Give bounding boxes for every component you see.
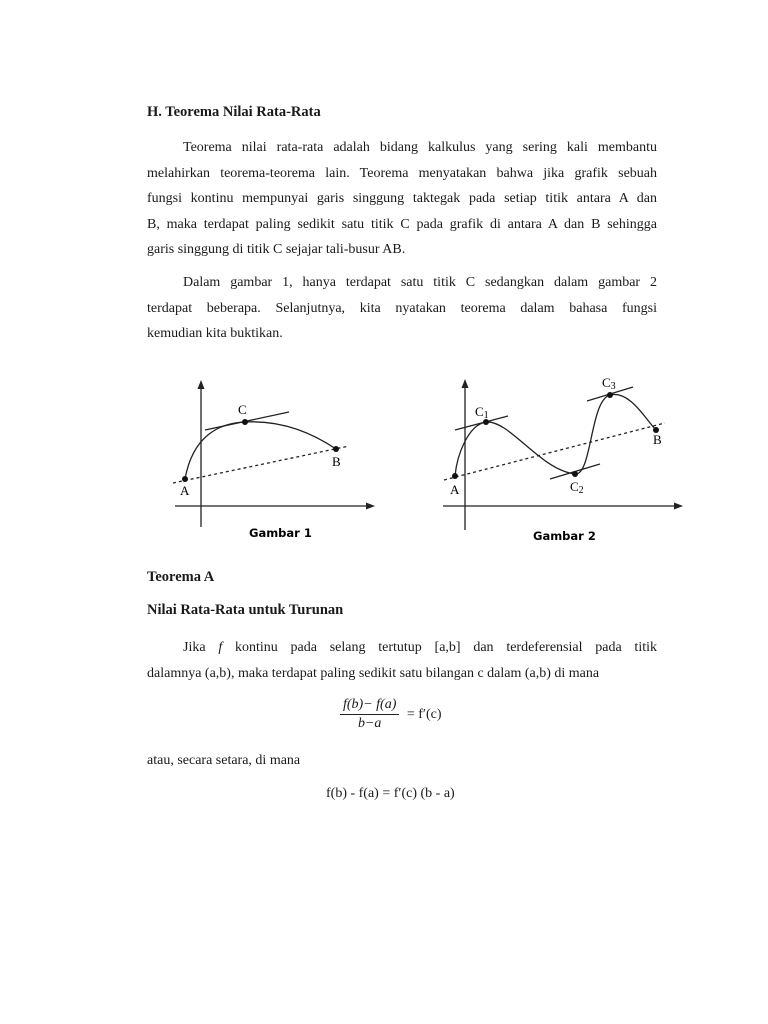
formula-fraction (340, 697, 399, 732)
paragraph-1-line-1: Teorema nilai rata-rata adalah bidang kalkulus yang sering kali membantu (183, 140, 657, 155)
fig2-point-a (452, 473, 458, 479)
fig1-label-b: B (332, 454, 341, 469)
fig2-label-c1 (475, 404, 489, 421)
fig2-label-c3-letter: C (602, 375, 611, 390)
formula-denominator: b−a (357, 716, 382, 731)
theorem-statement-line-2: dalamnya (a,b), maka terdapat paling sedikit satu bilangan c dalam (a,b) di mana (147, 665, 600, 681)
paragraph-2 (147, 270, 657, 347)
fig1-y-arrow (198, 380, 205, 389)
fig2-label-c3 (602, 375, 616, 392)
fig2-y-arrow (462, 379, 469, 388)
figure-2 (440, 370, 690, 550)
fig2-x-arrow (674, 503, 683, 510)
paragraph-1-line-4: B, maka terdapat paling sedikit satu titik C pada grafik di antara A dan B sehingga (147, 216, 657, 232)
fig1-label-a: A (180, 483, 190, 498)
fig2-label-c2-sub: 2 (578, 485, 584, 496)
fig1-point-c (242, 419, 248, 425)
fig1-chord-line (173, 446, 349, 483)
fig2-caption: Gambar 2 (533, 529, 596, 543)
theorem-title: Teorema A (147, 569, 215, 585)
section-heading: H. Teorema Nilai Rata-Rata (147, 104, 321, 120)
fig2-label-c2-letter: C (570, 479, 579, 494)
fig1-curve (185, 422, 336, 479)
fig2-point-c3 (607, 392, 613, 398)
fig2-label-c2 (570, 479, 584, 496)
fig1-x-arrow (366, 503, 375, 510)
formula-rhs: = f′(c) (406, 706, 442, 722)
paragraph-2-line-3: kemudian kita buktikan. (147, 326, 283, 341)
fig1-label-c: C (238, 402, 247, 417)
fig1-point-a (182, 476, 188, 482)
fig2-label-a: A (450, 482, 460, 497)
formula-equivalent: f(b) - f(a) = f′(c) (b - a) (326, 786, 455, 801)
fig1-point-b (333, 446, 339, 452)
fig2-label-c1-sub: 1 (483, 410, 489, 421)
theorem-statement-line-1 (147, 635, 657, 661)
statement-part-1: Jika (183, 640, 219, 655)
paragraph-2-line-1: Dalam gambar 1, hanya terdapat satu titik C sedangkan dalam gambar 2 (183, 275, 657, 290)
formula-mean-value (340, 697, 442, 732)
fig2-label-c1-letter: C (475, 404, 484, 419)
statement-part-2: kontinu pada selang tertutup [a,b] dan terdeferensial pada titik (222, 640, 657, 655)
fig2-chord-line (444, 423, 665, 480)
fig2-curve (455, 394, 656, 476)
formula-numerator: f(b)− f(a) (340, 697, 399, 715)
fig1-caption: Gambar 1 (249, 526, 312, 540)
paragraph-1-line-3: fungsi kontinu mempunyai garis singgung taktegak pada setiap titik antara A dan (147, 191, 657, 206)
equivalent-text: atau, secara setara, di mana (147, 753, 301, 768)
theorem-statement (147, 635, 657, 686)
fig2-point-c2 (572, 471, 578, 477)
figure-1 (165, 375, 385, 550)
paragraph-1-line-2: melahirkan teorema-teorema lain. Teorema menyatakan bahwa jika grafik sebuah (147, 165, 657, 181)
fig2-label-c3-sub: 3 (610, 381, 616, 392)
paragraph-1-line-5: garis singgung di titik C sejajar tali-busur AB. (147, 242, 406, 257)
theorem-subtitle: Nilai Rata-Rata untuk Turunan (147, 602, 344, 618)
statement-function-f: f (218, 640, 223, 655)
paragraph-1 (147, 135, 657, 263)
paragraph-2-line-2: terdapat beberapa. Selanjutnya, kita nyatakan teorema dalam bahasa fungsi (147, 300, 657, 316)
fig2-label-b: B (653, 432, 662, 447)
